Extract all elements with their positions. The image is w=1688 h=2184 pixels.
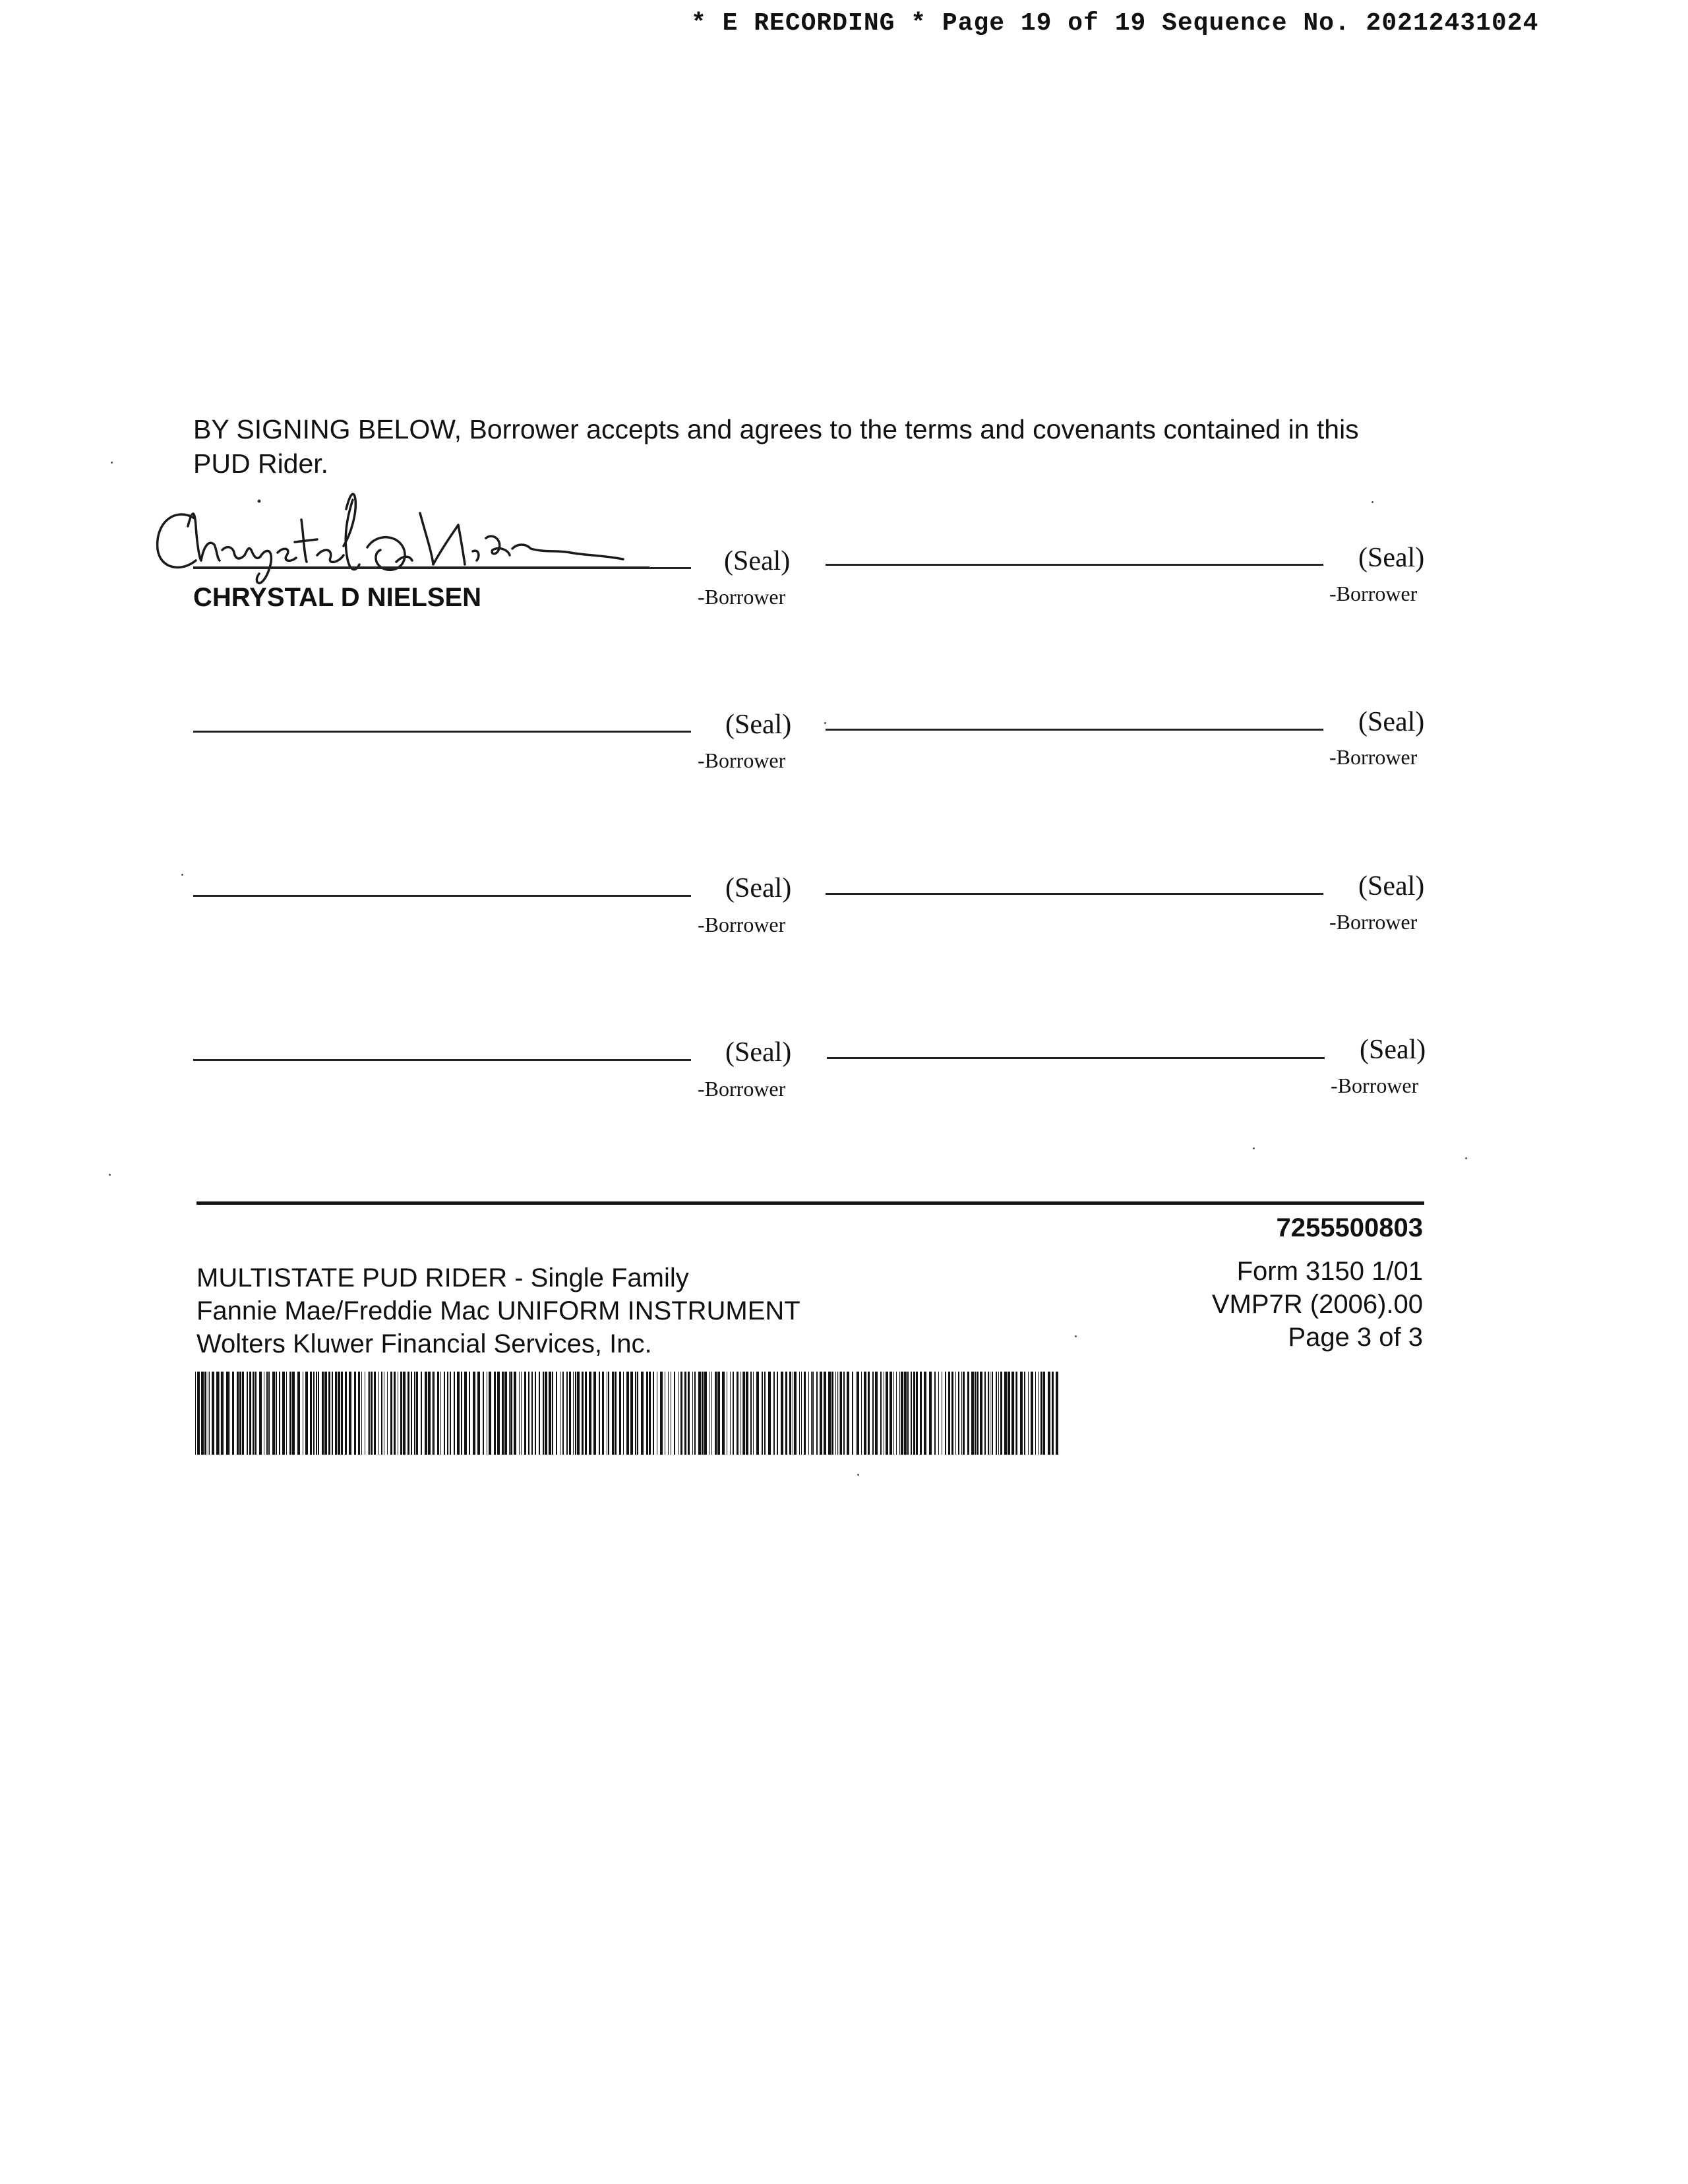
barcode-bar (938, 1372, 939, 1455)
barcode-bar (268, 1372, 270, 1455)
barcode-bar (904, 1372, 907, 1455)
barcode-bar (619, 1372, 621, 1455)
barcode-bar (615, 1372, 617, 1455)
barcode-bar (901, 1372, 903, 1455)
barcode-bar (951, 1372, 953, 1455)
signature-line-1-right[interactable] (826, 564, 1323, 566)
barcode-bar (843, 1372, 845, 1455)
barcode-bar (1043, 1372, 1045, 1455)
barcode-bar (674, 1372, 675, 1455)
barcode-bar (573, 1372, 574, 1455)
barcode-bar (543, 1372, 544, 1455)
barcode-bar (341, 1372, 343, 1455)
barcode-bar (345, 1372, 347, 1455)
scan-speck (857, 1474, 859, 1476)
barcode-bar (692, 1372, 693, 1455)
barcode-bar (762, 1372, 763, 1455)
barcode-bar (349, 1372, 351, 1455)
barcode-bar (577, 1372, 580, 1455)
barcode-bar (684, 1372, 686, 1455)
barcode-bar (361, 1372, 362, 1455)
barcode-bar (808, 1372, 809, 1455)
scan-speck (109, 1174, 111, 1176)
barcode-bar (504, 1372, 507, 1455)
barcode-bar (338, 1372, 340, 1455)
barcode-bar (801, 1372, 802, 1455)
barcode-bar (411, 1372, 412, 1455)
barcode-bar (216, 1372, 219, 1455)
scan-speck (181, 874, 183, 876)
barcode-bar (575, 1372, 576, 1455)
barcode-bar (400, 1372, 402, 1455)
barcode-bar (414, 1372, 415, 1455)
barcode-bar (958, 1372, 959, 1455)
barcode-bar (750, 1372, 752, 1455)
barcode-bar (899, 1372, 900, 1455)
seal-label: (Seal) (1360, 1035, 1426, 1065)
barcode-bar (980, 1372, 982, 1455)
footer-divider (196, 1201, 1424, 1205)
barcode-bar (1011, 1372, 1014, 1455)
barcode-bar (514, 1372, 516, 1455)
barcode-bar (875, 1372, 878, 1455)
barcode-bar (433, 1372, 435, 1455)
barcode-bar (358, 1372, 360, 1455)
barcode-bar (195, 1372, 196, 1455)
form-instrument: Fannie Mae/Freddie Mac UNIFORM INSTRUMENT (196, 1296, 800, 1325)
barcode-bar (1000, 1372, 1002, 1455)
barcode-bar (390, 1372, 392, 1455)
barcode-bar (1038, 1372, 1039, 1455)
barcode-bar (266, 1372, 268, 1455)
barcode-bar (929, 1372, 932, 1455)
barcode-bar (764, 1372, 766, 1455)
barcode-bar (998, 1372, 999, 1455)
barcode-bar (509, 1372, 510, 1455)
barcode-bar (924, 1372, 926, 1455)
barcode-bar (872, 1372, 874, 1455)
scan-speck (1372, 501, 1373, 503)
loan-number: 7255500803 (1276, 1213, 1423, 1242)
barcode-bar (589, 1372, 591, 1455)
barcode-bar (602, 1372, 604, 1455)
barcode (195, 1372, 1060, 1455)
barcode-bar (948, 1372, 950, 1455)
borrower-label: -Borrower (698, 748, 786, 772)
barcode-bar (688, 1372, 690, 1455)
barcode-bar (374, 1372, 376, 1455)
seal-label: (Seal) (725, 873, 792, 903)
seal-label: (Seal) (724, 546, 791, 576)
barcode-bar (789, 1372, 791, 1455)
barcode-bar (464, 1372, 467, 1455)
barcode-bar (963, 1372, 965, 1455)
barcode-bar (893, 1372, 894, 1455)
barcode-bar (743, 1372, 745, 1455)
seal-label: (Seal) (725, 1037, 792, 1068)
barcode-bar (630, 1372, 633, 1455)
signature-line-1-left[interactable] (193, 567, 691, 569)
barcode-bar (828, 1372, 831, 1455)
barcode-bar (599, 1372, 600, 1455)
barcode-bar (454, 1372, 455, 1455)
barcode-bar (335, 1372, 337, 1455)
barcode-bar (566, 1372, 568, 1455)
barcode-bar (955, 1372, 956, 1455)
barcode-bar (286, 1372, 287, 1455)
signature-line-3-right[interactable] (826, 893, 1323, 895)
barcode-bar (857, 1372, 859, 1455)
barcode-bar (494, 1372, 496, 1455)
barcode-bar (730, 1372, 731, 1455)
barcode-bar (226, 1372, 229, 1455)
barcode-bar (585, 1372, 587, 1455)
scan-speck (1253, 1147, 1255, 1149)
barcode-bar (313, 1372, 315, 1455)
barcode-bar (608, 1372, 609, 1455)
barcode-bar (461, 1372, 462, 1455)
barcode-bar (856, 1372, 857, 1455)
barcode-bar (773, 1372, 775, 1455)
barcode-bar (318, 1372, 319, 1455)
barcode-bar (702, 1372, 704, 1455)
barcode-bar (531, 1372, 533, 1455)
barcode-bar (276, 1372, 277, 1455)
barcode-bar (425, 1372, 427, 1455)
barcode-bar (889, 1372, 892, 1455)
barcode-bar (1052, 1372, 1054, 1455)
signing-statement-line-2: PUD Rider. (193, 448, 329, 479)
barcode-bar (528, 1372, 529, 1455)
barcode-bar (539, 1372, 540, 1455)
barcode-bar (704, 1372, 707, 1455)
barcode-bar (229, 1372, 230, 1455)
barcode-bar (197, 1372, 200, 1455)
barcode-bar (847, 1372, 849, 1455)
barcode-bar (489, 1372, 491, 1455)
borrower-label: -Borrower (698, 1077, 786, 1101)
barcode-bar (753, 1372, 754, 1455)
barcode-bar (811, 1372, 812, 1455)
barcode-bar (432, 1372, 433, 1455)
signing-statement (193, 412, 1433, 481)
scan-speck (1075, 1335, 1077, 1337)
handwritten-signature (148, 487, 676, 586)
barcode-bar (279, 1372, 280, 1455)
barcode-bar (781, 1372, 783, 1455)
seal-label: (Seal) (725, 710, 792, 740)
barcode-bar (1020, 1372, 1023, 1455)
barcode-bar (440, 1372, 441, 1455)
barcode-bar (510, 1372, 512, 1455)
barcode-bar (717, 1372, 720, 1455)
signature-line-3-left[interactable] (193, 895, 691, 897)
barcode-bar (715, 1372, 717, 1455)
signature-line-4-right[interactable] (827, 1057, 1325, 1059)
form-number: Form 3150 1/01 (1236, 1257, 1423, 1286)
barcode-bar (1008, 1372, 1010, 1455)
barcode-bar (1024, 1372, 1025, 1455)
barcode-bar (416, 1372, 418, 1455)
scan-speck (1465, 1157, 1467, 1159)
signature-line-2-right[interactable] (826, 729, 1323, 731)
barcode-bar (641, 1372, 644, 1455)
barcode-bar (945, 1372, 946, 1455)
barcode-bar (332, 1372, 333, 1455)
barcode-bar (212, 1372, 214, 1455)
barcode-bar (239, 1372, 241, 1455)
barcode-bar (368, 1372, 369, 1455)
barcode-bar (612, 1372, 614, 1455)
barcode-bar (394, 1372, 396, 1455)
barcode-bar (977, 1372, 979, 1455)
barcode-bar (694, 1372, 696, 1455)
barcode-bar (502, 1372, 504, 1455)
barcode-bar (310, 1372, 312, 1455)
barcode-bar (593, 1372, 596, 1455)
barcode-bar (794, 1372, 797, 1455)
barcode-bar (804, 1372, 806, 1455)
barcode-bar (450, 1372, 451, 1455)
barcode-bar (1048, 1372, 1050, 1455)
borrower-label: -Borrower (1329, 582, 1418, 605)
barcode-bar (984, 1372, 986, 1455)
barcode-bar (259, 1372, 262, 1455)
barcode-bar (378, 1372, 379, 1455)
barcode-bar (535, 1372, 536, 1455)
barcode-bar (322, 1372, 324, 1455)
barcode-bar (497, 1372, 500, 1455)
barcode-bar (209, 1372, 210, 1455)
barcode-bar (447, 1372, 448, 1455)
barcode-bar (824, 1372, 826, 1455)
barcode-bar (961, 1372, 962, 1455)
barcode-bar (272, 1372, 275, 1455)
barcode-bar (473, 1372, 475, 1455)
barcode-bar (477, 1372, 480, 1455)
barcode-bar (237, 1372, 239, 1455)
barcode-bar (737, 1372, 738, 1455)
signature-line-4-left[interactable] (193, 1059, 691, 1061)
barcode-bar (354, 1372, 356, 1455)
barcode-bar (524, 1372, 526, 1455)
barcode-bar (668, 1372, 669, 1455)
barcode-bar (988, 1372, 989, 1455)
barcode-bar (292, 1372, 295, 1455)
barcode-bar (1040, 1372, 1042, 1455)
barcode-bar (549, 1372, 551, 1455)
borrower-label: -Borrower (698, 913, 786, 936)
barcode-bar (232, 1372, 234, 1455)
barcode-bar (911, 1372, 912, 1455)
barcode-bar (971, 1372, 974, 1455)
barcode-bar (722, 1372, 725, 1455)
barcode-bar (996, 1372, 997, 1455)
barcode-bar (896, 1372, 897, 1455)
barcode-bar (521, 1372, 522, 1455)
barcode-bar (920, 1372, 922, 1455)
barcode-bar (556, 1372, 557, 1455)
barcode-bar (820, 1372, 822, 1455)
barcode-bar (1004, 1372, 1007, 1455)
barcode-bar (623, 1372, 624, 1455)
scan-speck (111, 462, 113, 464)
barcode-bar (934, 1372, 936, 1455)
barcode-bar (421, 1372, 422, 1455)
barcode-bar (407, 1372, 409, 1455)
barcode-bar (428, 1372, 431, 1455)
seal-label: (Seal) (1358, 543, 1425, 573)
barcode-bar (649, 1372, 651, 1455)
barcode-bar (831, 1372, 833, 1455)
barcode-bar (1016, 1372, 1017, 1455)
barcode-bar (545, 1372, 547, 1455)
barcode-bar (403, 1372, 406, 1455)
barcode-bar (816, 1372, 818, 1455)
borrower-label: -Borrower (1329, 745, 1418, 769)
barcode-bar (837, 1372, 838, 1455)
barcode-bar (777, 1372, 778, 1455)
barcode-bar (582, 1372, 584, 1455)
barcode-bar (635, 1372, 636, 1455)
barcode-bar (253, 1372, 254, 1455)
barcode-bar (768, 1372, 771, 1455)
barcode-bar (297, 1372, 300, 1455)
barcode-bar (1028, 1372, 1029, 1455)
barcode-bar (1056, 1372, 1058, 1455)
barcode-bar (316, 1372, 317, 1455)
barcode-bar (861, 1372, 862, 1455)
borrower-label: -Borrower (698, 585, 786, 609)
barcode-bar (864, 1372, 866, 1455)
barcode-bar (812, 1372, 814, 1455)
scan-speck (824, 722, 826, 724)
barcode-bar (646, 1372, 648, 1455)
barcode-bar (324, 1372, 327, 1455)
barcode-bar (626, 1372, 629, 1455)
barcode-bar (519, 1372, 520, 1455)
barcode-bar (975, 1372, 976, 1455)
barcode-bar (483, 1372, 484, 1455)
form-version: VMP7R (2006).00 (1211, 1290, 1423, 1319)
barcode-bar (907, 1372, 909, 1455)
barcode-bar (247, 1372, 248, 1455)
barcode-bar (680, 1372, 682, 1455)
barcode-bar (886, 1372, 888, 1455)
barcode-bar (249, 1372, 251, 1455)
barcode-bar (880, 1372, 882, 1455)
barcode-bar (746, 1372, 748, 1455)
barcode-bar (387, 1372, 388, 1455)
form-title: MULTISTATE PUD RIDER - Single Family (196, 1263, 689, 1292)
barcode-bar (282, 1372, 285, 1455)
seal-label: (Seal) (1358, 871, 1425, 901)
recording-header: * E RECORDING * Page 19 of 19 Sequence No. 20212431024 (691, 9, 1539, 38)
barcode-bar (637, 1372, 638, 1455)
form-publisher: Wolters Kluwer Financial Services, Inc. (196, 1329, 652, 1358)
barcode-bar (562, 1372, 564, 1455)
signer-name: CHRYSTAL D NIELSEN (193, 583, 482, 612)
barcode-bar (852, 1372, 853, 1455)
barcode-bar (660, 1372, 663, 1455)
barcode-bar (255, 1372, 256, 1455)
barcode-bar (569, 1372, 571, 1455)
barcode-bar (444, 1372, 445, 1455)
barcode-bar (1031, 1372, 1033, 1455)
borrower-label: -Borrower (1331, 1074, 1419, 1097)
barcode-bar (289, 1372, 291, 1455)
barcode-bar (698, 1372, 701, 1455)
barcode-bar (469, 1372, 470, 1455)
barcode-bar (328, 1372, 330, 1455)
seal-label: (Seal) (1358, 707, 1425, 737)
barcode-bar (552, 1372, 553, 1455)
barcode-bar (992, 1372, 993, 1455)
barcode-bar (371, 1372, 373, 1455)
signing-statement-line-1: BY SIGNING BELOW, Borrower accepts and agrees to the terms and covenants contained in this (193, 414, 1359, 444)
barcode-bar (756, 1372, 759, 1455)
barcode-bar (305, 1372, 308, 1455)
barcode-bar (916, 1372, 918, 1455)
barcode-bar (733, 1372, 734, 1455)
barcode-bar (711, 1372, 712, 1455)
page-number: Page 3 of 3 (1288, 1323, 1423, 1352)
barcode-bar (381, 1372, 382, 1455)
barcode-bar (221, 1372, 224, 1455)
barcode-bar (437, 1372, 439, 1455)
barcode-bar (913, 1372, 915, 1455)
barcode-bar (840, 1372, 842, 1455)
barcode-bar (868, 1372, 870, 1455)
barcode-bar (653, 1372, 654, 1455)
barcode-bar (785, 1372, 787, 1455)
borrower-label: -Borrower (1329, 910, 1418, 934)
barcode-bar (201, 1372, 204, 1455)
barcode-bar (369, 1372, 370, 1455)
barcode-bar (1035, 1372, 1036, 1455)
barcode-bar (835, 1372, 836, 1455)
barcode-bar (799, 1372, 800, 1455)
signature-line-2-left[interactable] (193, 731, 691, 733)
barcode-bar (457, 1372, 460, 1455)
barcode-bar (204, 1372, 206, 1455)
barcode-bar (242, 1372, 244, 1455)
barcode-bar (967, 1372, 969, 1455)
